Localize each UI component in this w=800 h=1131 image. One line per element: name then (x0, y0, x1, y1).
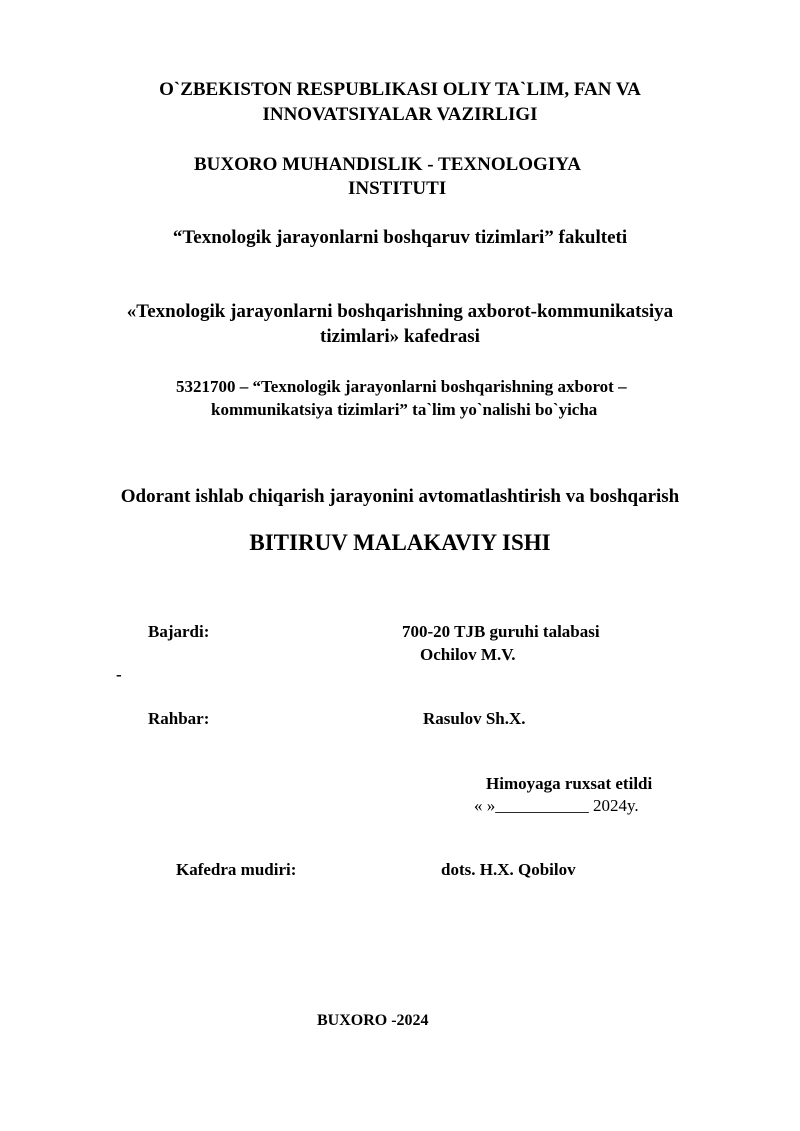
performer-name: Ochilov M.V. (420, 645, 516, 664)
defense-permission-label: Himoyaga ruxsat etildi (486, 774, 653, 793)
department-line-2: tizimlari» kafedrasi (320, 326, 480, 347)
city-year-footer: BUXORO -2024 (317, 1012, 429, 1029)
faculty-name: “Texnologik jarayonlarni boshqaruv tizimlari” fakulteti (172, 227, 628, 248)
department-line-1: «Texnologik jarayonlarni boshqarishning axborot-kommunikatsiya (126, 301, 674, 322)
thesis-topic: Odorant ishlab chiqarish jarayonini avtomatlashtirish va boshqarish (120, 486, 680, 507)
performer-group: 700-20 TJB guruhi talabasi (402, 622, 600, 641)
specialty-line-1: 5321700 – “Texnologik jarayonlarni boshqarishning axborot – (176, 377, 627, 396)
institute-line-1: BUXORO MUHANDISLIK - TEXNOLOGIYA (194, 154, 581, 175)
institute-line-2: INSTITUTI (348, 178, 447, 199)
supervisor-name: Rasulov Sh.X. (423, 709, 526, 728)
stray-dash: - (116, 665, 122, 684)
document-type-title: BITIRUV MALAKAVIY ISHI (249, 530, 551, 555)
performer-label: Bajardi: (148, 622, 210, 641)
defense-date-line: « »___________ 2024y. (474, 796, 639, 815)
ministry-line-2: INNOVATSIYALAR VAZIRLIGI (262, 104, 538, 125)
supervisor-label: Rahbar: (148, 709, 210, 728)
ministry-line-1: O`ZBEKISTON RESPUBLIKASI OLIY TA`LIM, FAN VA (159, 79, 641, 100)
head-of-department-label: Kafedra mudiri: (176, 860, 297, 879)
head-of-department-name: dots. H.X. Qobilov (441, 860, 576, 879)
specialty-line-2: kommunikatsiya tizimlari” ta`lim yo`nalishi bo`yicha (211, 400, 598, 419)
